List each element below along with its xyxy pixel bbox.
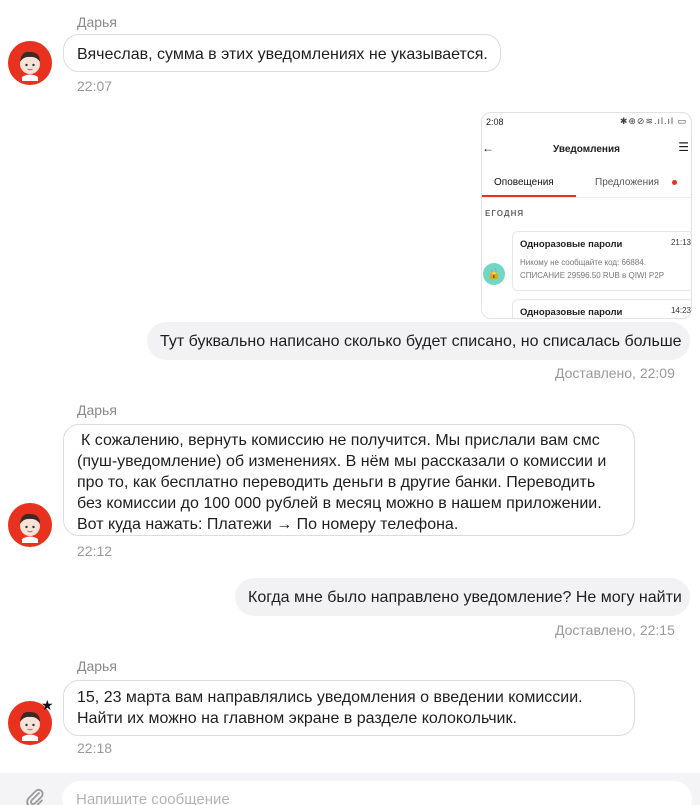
unread-dot-icon	[672, 180, 677, 185]
message-time: 22:07	[77, 78, 113, 94]
notification-title: Одноразовые пароли	[520, 307, 623, 318]
message-input[interactable]	[62, 781, 692, 805]
lock-icon: 🔒	[483, 263, 505, 285]
attached-screenshot[interactable]	[481, 112, 692, 319]
notification-text	[520, 256, 664, 282]
section-header: ЕГОДНЯ	[485, 209, 525, 218]
avatar-face-icon	[8, 41, 52, 85]
status-icons: ✱⊕⊘≋.ıl.ıl ▭	[619, 116, 687, 126]
sender-name: Дарья	[77, 402, 117, 418]
agent-avatar	[8, 41, 52, 85]
notification-card	[512, 231, 692, 291]
notification-time: 14:23	[670, 306, 691, 315]
notification-time: 21:13	[670, 238, 691, 247]
menu-icon: ☰	[678, 140, 689, 154]
attach-icon[interactable]	[24, 787, 46, 805]
delivery-status: Доставлено, 22:09	[555, 365, 675, 381]
star-icon: ★	[41, 697, 54, 713]
outgoing-message: Тут буквально написано сколько будет списано, но списалась больше	[147, 322, 690, 360]
outgoing-message: Когда мне было направлено уведомление? Не могу найти	[235, 578, 690, 616]
notification-line: Никому не сообщайте код: 66884.	[520, 258, 646, 267]
avatar-face-icon	[8, 503, 52, 547]
notification-title: Одноразовые пароли	[520, 239, 623, 250]
incoming-message: Вячеслав, сумма в этих уведомлениях не указывается.	[63, 34, 501, 72]
message-time: 22:12	[77, 543, 113, 559]
tab-divider	[482, 197, 691, 198]
agent-avatar	[8, 503, 52, 547]
notification-line: СПИСАНИЕ 29596.50 RUB в QIWI P2P	[520, 271, 665, 280]
sender-name: Дарья	[77, 658, 117, 674]
message-time: 22:18	[77, 740, 113, 756]
screenshot-title: Уведомления	[553, 144, 620, 155]
tab-offers: Предложения	[595, 177, 660, 188]
delivery-status: Доставлено, 22:15	[555, 622, 675, 638]
notification-card	[512, 299, 692, 319]
status-time: 2:08	[486, 117, 504, 127]
composer-bar	[0, 773, 700, 805]
incoming-message: 15, 23 марта вам направлялись уведомления о введении комиссии. Найти их можно на главном экране в разделе колокольчик.	[63, 680, 635, 736]
tab-notifications: Оповещения	[494, 177, 554, 188]
back-arrow-icon: ←	[482, 141, 494, 155]
sender-name: Дарья	[77, 14, 117, 30]
incoming-message: К сожалению, вернуть комиссию не получится. Мы прислали вам смс (пуш-уведомление) об изменениях. В нём мы рассказали о комиссии и про то, как бесплатно переводить деньги в другие банки. Переводить без комиссии до 100 000 рублей в месяц можно в нашем приложении. Вот куда нажать: Платежи → По номеру телефона.	[63, 424, 635, 536]
